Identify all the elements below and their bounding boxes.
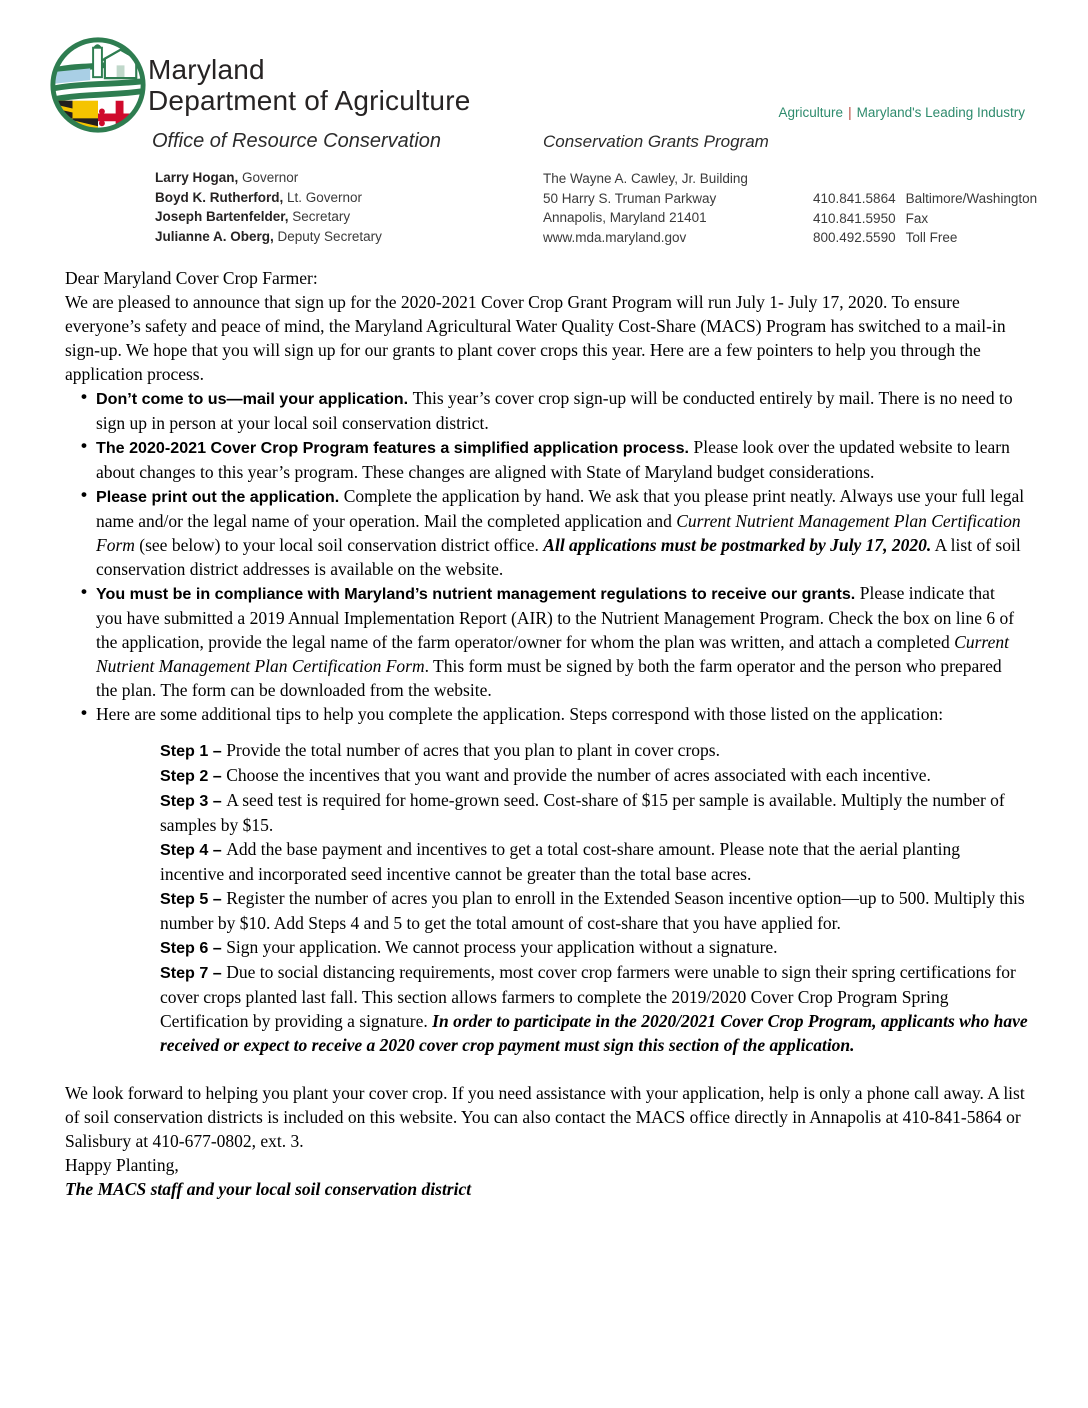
step-item-2: Step 2 – Choose the incentives that you want and provide the number of acres associated with each incentive. [160, 765, 931, 785]
program-name: Conservation Grants Program [543, 132, 769, 151]
pointer-item-mail-application: • Don’t come to us—mail your application. This year’s cover crop sign-up will be conducted entirely by mail. There is no need to sign up in person at your local soil conservation district. [96, 386, 1025, 435]
phone-number: 800.492.5590 [813, 230, 896, 246]
official-title: Lt. Governor [283, 189, 363, 205]
office-name: Office of Resource Conservation [152, 130, 442, 152]
tagline-separator: | [848, 105, 852, 120]
website-url: www.mda.maryland.gov [543, 229, 687, 245]
address-line: 50 Harry S. Truman Parkway [543, 190, 717, 206]
agency-name-line1: Maryland [148, 54, 265, 85]
mda-seal-logo [47, 34, 149, 136]
phone-label: Fax [905, 210, 929, 226]
official-title: Secretary [288, 209, 351, 225]
official-row [155, 188, 382, 208]
intro-paragraph: We are pleased to announce that sign up for the 2020-2021 Cover Crop Grant Program will run July 1- July 17, 2020. To ensure everyone’s safety and peace of mind, the Maryland Agricultural Water Quality Cost-Share (MACS) Program has switched to a mail-in sign-up. We hope that you will sign up for our grants to plant cover crops this year. Here are a few pointers to help you through the application process. [65, 292, 1006, 384]
pointer-list [65, 386, 1025, 726]
official-name: Boyd K. Rutherford, [155, 189, 284, 205]
phone-label: Toll Free [905, 230, 958, 246]
phone-row [813, 228, 1037, 248]
phone-number: 410.841.5864 [813, 191, 896, 206]
pointer-item-nutrient-compliance: • You must be in compliance with Maryland’s nutrient management regulations to receive our grants. Please indicate that you have submitted a 2019 Annual Implementation Report (AIR) to the Nutrient Management Program. Check the box on line 6 of the application, provide the legal name of the farm operator/owner for whom the plan was written, and attach a completed Current Nutrient Management Plan Certification Form. This form must be signed by both the farm operator and the person who prepared the plan. The form can be downloaded from the website. [96, 581, 1025, 702]
official-row [155, 207, 382, 227]
signature: The MACS staff and your local soil conservation district [65, 1179, 472, 1199]
step-item-7: Step 7 – Due to social distancing requirements, most cover crop farmers were unable to sign their spring certifications for cover crops planted last fall. This section allows farmers to complete the 2019/2020 Cover Crop Program Spring Certification by providing a signature. In order to participate in the 2020/2021 Cover Crop Program, applicants who have received or expect to receive a 2020 cover crop payment must sign this section of the application. [160, 962, 1028, 1055]
step-item-4: Step 4 – Add the base payment and incentives to get a total cost-share amount. Please note that the aerial planting incentive and incorporated seed incentive cannot be greater than the total base acres. [160, 839, 960, 884]
official-name: Julianne A. Oberg, [155, 228, 274, 244]
officials-list [155, 168, 382, 246]
phone-number: 410.841.5950 [813, 210, 896, 226]
salutation: Dear Maryland Cover Crop Farmer: [65, 268, 318, 288]
phone-row [813, 209, 1037, 229]
steps-list [160, 738, 1028, 1057]
agency-name-line2: Department of Agriculture [148, 85, 471, 116]
agency-name [148, 54, 471, 116]
pointer-item-additional-tips: • Here are some additional tips to help you complete the application. Steps correspond with those listed on the application: [96, 702, 1025, 726]
official-name: Joseph Bartenfelder, [155, 209, 289, 225]
tagline [779, 105, 1025, 120]
step-item-1: Step 1 – Provide the total number of acres that you plan to plant in cover crops. [160, 740, 720, 760]
phone-list [813, 189, 1037, 248]
tagline-part2: Maryland's Leading Industry [856, 105, 1025, 120]
address-line: Annapolis, Maryland 21401 [543, 210, 707, 226]
closing-paragraph: We look forward to helping you plant your cover crop. If you need assistance with your application, help is only a phone call away. A list of soil conservation districts is included on this website. You can also contact the MACS office directly in Annapolis at 410-841-5864 or Salisbury at 410-677-0802, ext. 3. [65, 1083, 1025, 1151]
phone-row [813, 189, 1037, 209]
letter-body [65, 266, 1028, 1201]
phone-label: Baltimore/Washington [905, 191, 1038, 206]
tagline-part1: Agriculture [778, 105, 844, 120]
pointer-item-simplified-process: • The 2020-2021 Cover Crop Program features a simplified application process. Please look over the updated website to learn about changes to this year’s program. These changes are aligned with State of Maryland budget considerations. [96, 435, 1025, 484]
official-title: Governor [238, 170, 299, 185]
official-title: Deputy Secretary [273, 228, 382, 244]
official-row [155, 168, 382, 188]
address-line: The Wayne A. Cawley, Jr. Building [543, 171, 748, 186]
step-item-5: Step 5 – Register the number of acres you plan to enroll in the Extended Season incentive option—up to 500. Multiply this number by $10. Add Steps 4 and 5 to get the total amount of cost-share that you have applied for. [160, 888, 1025, 933]
mda-seal-graphic [47, 34, 149, 136]
pointer-item-print-application: • Please print out the application. Complete the application by hand. We ask that you please print neatly. Always use your full legal name and/or the legal name of your operation. Mail the completed application and Current Nutrient Management Plan Certification Form (see below) to your local soil conservation district office. All applications must be postmarked by July 17, 2020. A list of soil conservation district addresses is available on the website. [96, 484, 1025, 581]
official-name: Larry Hogan, [155, 170, 239, 185]
signoff: Happy Planting, [65, 1155, 179, 1175]
step-item-6: Step 6 – Sign your application. We cannot process your application without a signature. [160, 937, 778, 957]
address-block [543, 169, 748, 247]
step-item-3: Step 3 – A seed test is required for home-grown seed. Cost-share of $15 per sample is available. Multiply the number of samples by $15. [160, 790, 1005, 835]
official-row [155, 227, 382, 247]
